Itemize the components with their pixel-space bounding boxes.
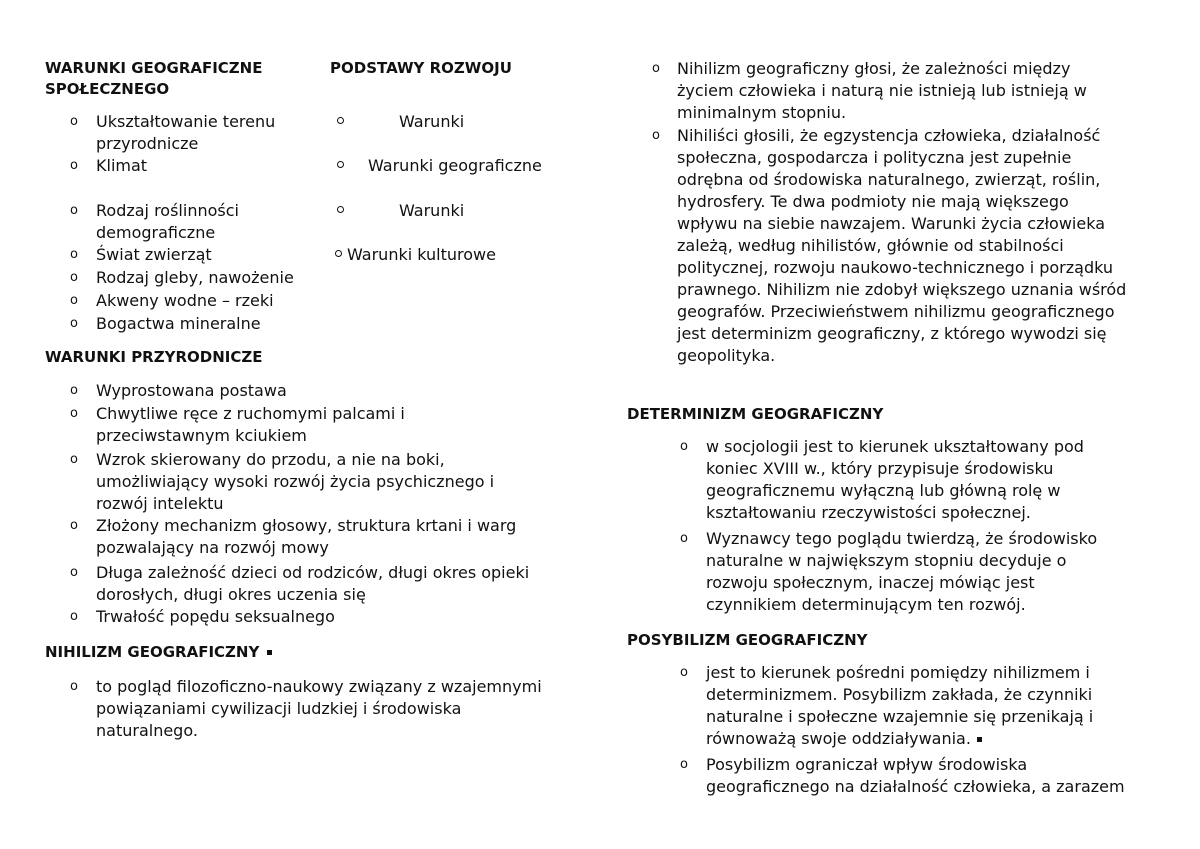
list-item-line: przyrodnicze bbox=[96, 134, 199, 153]
bullet-icon: o bbox=[70, 316, 78, 331]
bullet-icon: o bbox=[70, 383, 78, 398]
bullet-icon: o bbox=[70, 114, 78, 129]
list-item-line: kształtowaniu rzeczywistości społecznej. bbox=[706, 503, 1031, 522]
bullet-icon: o bbox=[652, 128, 660, 143]
list-item-line: czynnikiem determinującym ten rozwój. bbox=[706, 595, 1026, 614]
heading-warunki-geograficzne bbox=[45, 58, 263, 100]
list-item-line: Długa zależność dzieci od rodziców, długi okres opieki bbox=[96, 563, 530, 582]
list-item-line: prawnego. Nihilizm nie zdobył większego uznania wśród bbox=[677, 280, 1127, 299]
bullet-icon: o bbox=[70, 406, 78, 421]
list-item-line: Chwytliwe ręce z ruchomymi palcami i bbox=[96, 404, 405, 423]
list-item-line: Wyprostowana postawa bbox=[96, 381, 287, 400]
square-bullet-icon bbox=[977, 737, 982, 742]
list-item-line: politycznej, rozwoju naukowo-technicznego i porządku bbox=[677, 258, 1114, 277]
list-item-line: życiem człowieka i naturą nie istnieją lub istnieją w bbox=[677, 81, 1087, 100]
list-item-line: Warunki bbox=[399, 201, 465, 220]
list-item-line: geopolityka. bbox=[677, 346, 776, 365]
list-item-line: minimalnym stopniu. bbox=[677, 103, 847, 122]
list-item-line: jest determinizm geograficzny, z którego wywodzi się bbox=[677, 324, 1107, 343]
ring-bullet-icon bbox=[337, 206, 344, 213]
list-item-line: Posybilizm ograniczał wpływ środowiska bbox=[706, 755, 1028, 774]
list-item-line: dorosłych, długi okres uczenia się bbox=[96, 585, 366, 604]
list-item-line: Złożony mechanizm głosowy, struktura krtani i warg bbox=[96, 516, 517, 535]
list-item-line: Nihiliści głosili, że egzystencja człowieka, działalność bbox=[677, 126, 1101, 145]
list-item-line: Wzrok skierowany do przodu, a nie na boki, bbox=[96, 450, 445, 469]
list-item-line: Akweny wodne – rzeki bbox=[96, 291, 274, 310]
bullet-icon: o bbox=[680, 665, 688, 680]
bullet-icon: o bbox=[680, 439, 688, 454]
heading-podstawy-rozwoju: PODSTAWY ROZWOJU bbox=[330, 59, 512, 77]
list-item-line: rozwój intelektu bbox=[96, 494, 224, 513]
ring-bullet-icon bbox=[337, 161, 344, 168]
heading-line: SPOŁECZNEGO bbox=[45, 80, 170, 98]
bullet-icon: o bbox=[70, 679, 78, 694]
list-item-line: Bogactwa mineralne bbox=[96, 314, 261, 333]
heading-line: WARUNKI GEOGRAFICZNE bbox=[45, 59, 263, 77]
bullet-icon: o bbox=[652, 61, 660, 76]
list-item-line: pozwalający na rozwój mowy bbox=[96, 538, 329, 557]
list-item-line: umożliwiający wysoki rozwój życia psychicznego i bbox=[96, 472, 495, 491]
list-item-line: koniec XVIII w., który przypisuje środowisku bbox=[706, 459, 1054, 478]
list-item-line: naturalne i społeczne wzajemnie się przenikają i bbox=[706, 707, 1094, 726]
list-item-line: Ukształtowanie terenu bbox=[96, 112, 276, 131]
list-item-line: równoważą swoje oddziaływania. bbox=[706, 728, 982, 750]
list-item-line: geograficznemu wyłączną lub główną rolę w bbox=[706, 481, 1061, 500]
list-item-line: Rodzaj gleby, nawożenie bbox=[96, 268, 294, 287]
list-item-line: Trwałość popędu seksualnego bbox=[96, 607, 335, 626]
bullet-icon: o bbox=[70, 270, 78, 285]
bullet-icon: o bbox=[70, 203, 78, 218]
heading-nihilizm-geograficzny bbox=[45, 642, 272, 663]
list-item-line: Warunki kulturowe bbox=[347, 245, 496, 264]
list-item-line: Nihilizm geograficzny głosi, że zależności między bbox=[677, 59, 1071, 78]
list-item-line: powiązaniami cywilizacji ludzkiej i środowiska bbox=[96, 699, 462, 718]
list-item-line: rozwoju społecznym, inaczej mówiąc jest bbox=[706, 573, 1035, 592]
list-item-line: hydrosfery. Te dwa podmioty nie mają większego bbox=[677, 192, 1069, 211]
list-item-line: Warunki geograficzne bbox=[368, 156, 542, 175]
heading-posybilizm-geograficzny: POSYBILIZM GEOGRAFICZNY bbox=[627, 631, 868, 649]
bullet-icon: o bbox=[70, 293, 78, 308]
list-item-line: geograficznego na działalność człowieka, a zarazem bbox=[706, 777, 1125, 796]
ring-bullet-icon bbox=[337, 117, 344, 124]
list-item-line: w socjologii jest to kierunek ukształtowany pod bbox=[706, 437, 1084, 456]
ring-bullet-icon bbox=[335, 250, 342, 257]
list-item-line: Świat zwierząt bbox=[96, 245, 212, 264]
list-item-line: to pogląd filozoficzno-naukowy związany z wzajemnymi bbox=[96, 677, 542, 696]
list-item-line: naturalnego. bbox=[96, 721, 198, 740]
list-item-line: jest to kierunek pośredni pomiędzy nihilizmem i bbox=[706, 663, 1090, 682]
bullet-icon: o bbox=[70, 158, 78, 173]
list-item-line: Warunki bbox=[399, 112, 465, 131]
list-item-line: wpływu na siebie nawzajem. Warunki życia człowieka bbox=[677, 214, 1105, 233]
bullet-icon: o bbox=[680, 531, 688, 546]
square-bullet-icon bbox=[267, 650, 272, 655]
list-item-line: przeciwstawnym kciukiem bbox=[96, 426, 307, 445]
bullet-icon: o bbox=[70, 518, 78, 533]
bullet-icon: o bbox=[70, 452, 78, 467]
list-item-line: Wyznawcy tego poglądu twierdzą, że środowisko bbox=[706, 529, 1098, 548]
list-item-line: demograficzne bbox=[96, 223, 216, 242]
list-item-line: naturalne w największym stopniu decyduje o bbox=[706, 551, 1067, 570]
list-item-line: Klimat bbox=[96, 156, 148, 175]
list-item-line: zależą, według nihilistów, głównie od stabilności bbox=[677, 236, 1064, 255]
bullet-icon: o bbox=[680, 757, 688, 772]
list-item-line: odrębna od środowiska naturalnego, zwierząt, roślin, bbox=[677, 170, 1101, 189]
bullet-icon: o bbox=[70, 247, 78, 262]
list-item-line: Rodzaj roślinności bbox=[96, 201, 239, 220]
bullet-icon: o bbox=[70, 609, 78, 624]
list-item-line: społeczna, gospodarcza i polityczna jest zupełnie bbox=[677, 148, 1072, 167]
heading-text: NIHILIZM GEOGRAFICZNY bbox=[45, 643, 260, 661]
bullet-icon: o bbox=[70, 565, 78, 580]
list-item-line: geografów. Przeciwieństwem nihilizmu geograficznego bbox=[677, 302, 1115, 321]
heading-warunki-przyrodnicze: WARUNKI PRZYRODNICZE bbox=[45, 348, 263, 366]
list-item-line: determinizmem. Posybilizm zakłada, że czynniki bbox=[706, 685, 1093, 704]
heading-determinizm-geograficzny: DETERMINIZM GEOGRAFICZNY bbox=[627, 405, 884, 423]
